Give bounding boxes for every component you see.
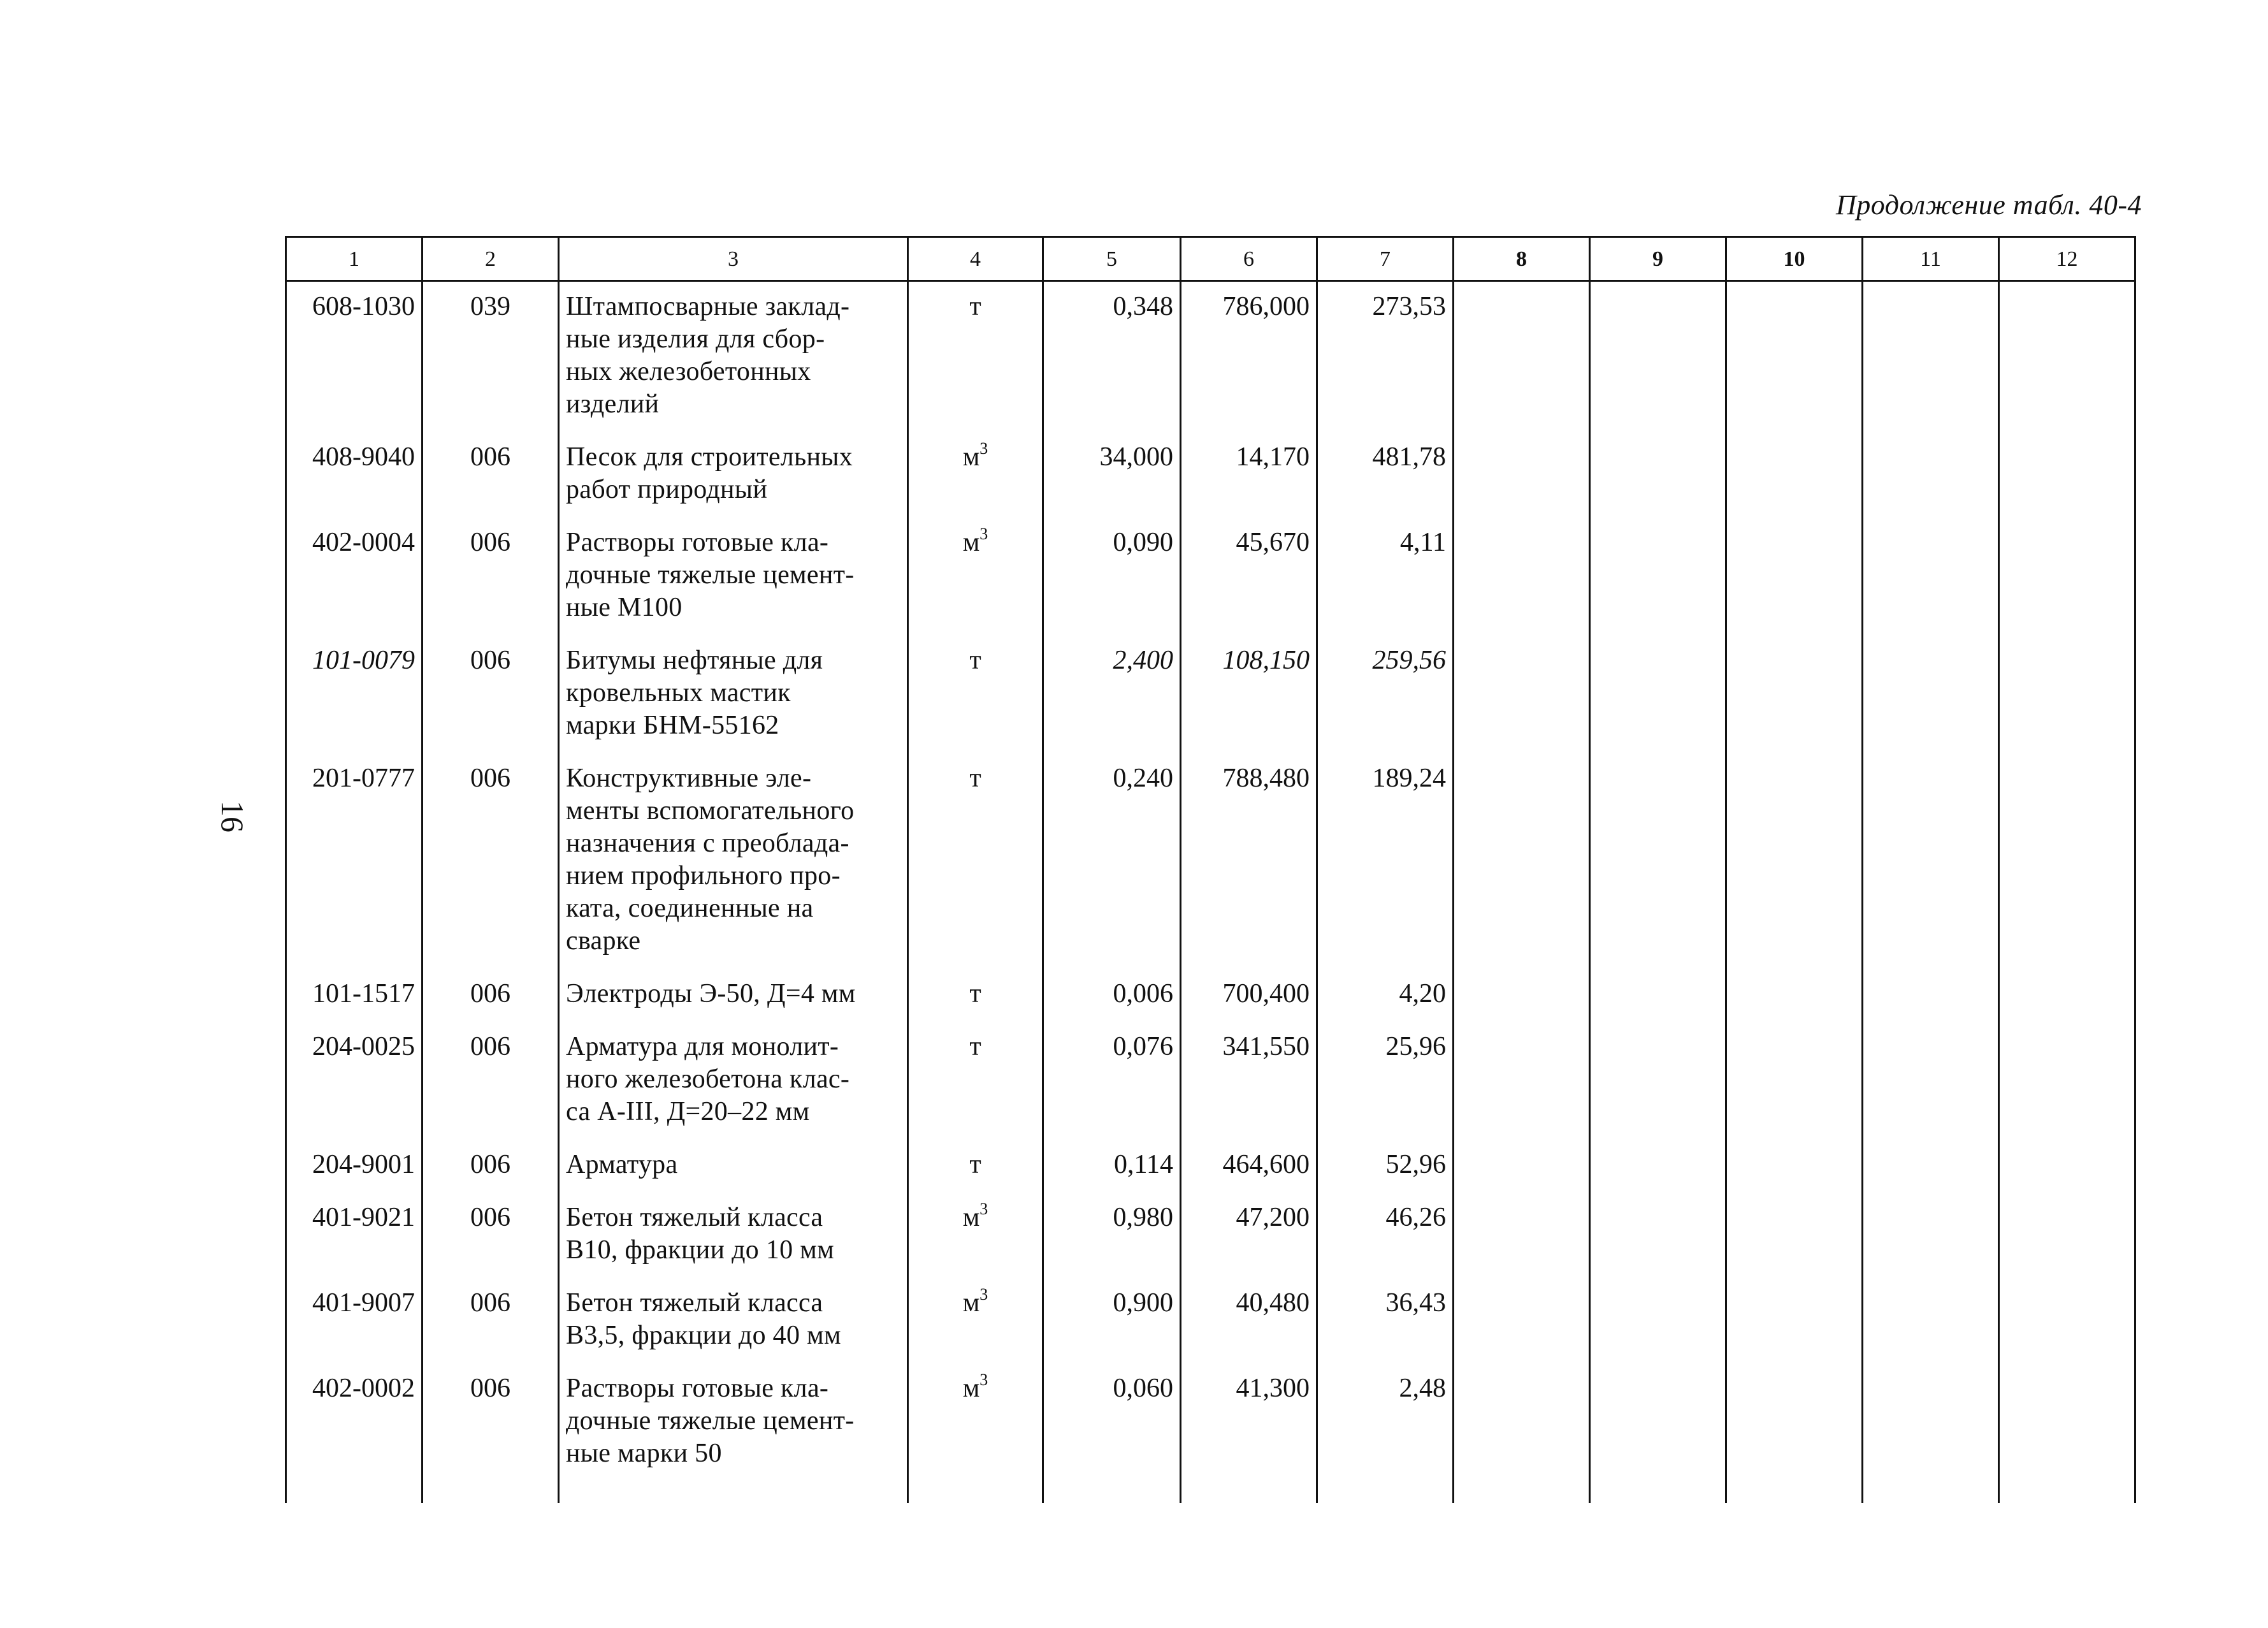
name-line: менты вспомогательного xyxy=(566,796,855,825)
empty-cell xyxy=(1726,432,1863,518)
header-cell: 10 xyxy=(1726,237,1863,281)
empty-cell xyxy=(1999,1140,2135,1193)
name-line: работ природный xyxy=(566,475,768,504)
empty-cell xyxy=(1726,1022,1863,1140)
qty-cell: 2,400 xyxy=(1043,636,1181,753)
empty-cell xyxy=(1863,969,1999,1022)
qty-cell: 0,076 xyxy=(1043,1022,1181,1140)
ref-cell: 006 xyxy=(423,432,559,518)
name-line: В10, фракции до 10 мм xyxy=(566,1235,835,1265)
unit-cell xyxy=(908,753,1043,969)
name-line: Электроды Э-50, Д=4 мм xyxy=(566,979,856,1008)
table-row xyxy=(286,1278,2135,1363)
name-cell xyxy=(559,1363,908,1481)
empty-cell xyxy=(1454,1481,1590,1503)
empty-cell xyxy=(1726,1481,1863,1503)
empty-cell xyxy=(1863,1140,1999,1193)
price-cell: 14,170 xyxy=(1181,432,1317,518)
price-cell: 40,480 xyxy=(1181,1278,1317,1363)
name-line: ката, соединенные на xyxy=(566,894,814,923)
empty-cell xyxy=(1043,1481,1181,1503)
price-cell: 47,200 xyxy=(1181,1193,1317,1278)
unit-text: м xyxy=(962,1288,980,1318)
name-line: са А-III, Д=20–22 мм xyxy=(566,1097,810,1126)
empty-cell xyxy=(1999,518,2135,636)
header-cell: 2 xyxy=(423,237,559,281)
empty-cell xyxy=(1454,636,1590,753)
empty-cell xyxy=(1590,1278,1726,1363)
unit-text: т xyxy=(969,979,981,1008)
empty-cell xyxy=(1590,753,1726,969)
name-cell xyxy=(559,281,908,433)
code-cell: 402-0004 xyxy=(286,518,423,636)
empty-cell xyxy=(1863,1363,1999,1481)
total-cell: 189,24 xyxy=(1317,753,1454,969)
name-cell xyxy=(559,1022,908,1140)
empty-cell xyxy=(1181,1481,1317,1503)
code-cell: 101-1517 xyxy=(286,969,423,1022)
empty-cell xyxy=(1999,1193,2135,1278)
total-cell: 4,11 xyxy=(1317,518,1454,636)
empty-cell xyxy=(1863,636,1999,753)
empty-cell xyxy=(1999,432,2135,518)
name-cell xyxy=(559,1193,908,1278)
empty-cell xyxy=(1726,1278,1863,1363)
empty-cell xyxy=(1454,1140,1590,1193)
header-cell: 1 xyxy=(286,237,423,281)
name-line: ных железобетонных xyxy=(566,357,811,386)
unit-text: т xyxy=(969,764,981,793)
empty-cell xyxy=(1454,432,1590,518)
empty-cell xyxy=(1863,1022,1999,1140)
price-cell: 341,550 xyxy=(1181,1022,1317,1140)
empty-cell xyxy=(1454,969,1590,1022)
empty-cell xyxy=(1999,753,2135,969)
name-line: дочные тяжелые цемент- xyxy=(566,1406,855,1435)
price-cell: 108,150 xyxy=(1181,636,1317,753)
total-cell: 4,20 xyxy=(1317,969,1454,1022)
unit-exponent: 3 xyxy=(979,439,988,458)
empty-cell xyxy=(1590,1140,1726,1193)
header-cell: 12 xyxy=(1999,237,2135,281)
total-cell: 273,53 xyxy=(1317,281,1454,433)
price-cell: 464,600 xyxy=(1181,1140,1317,1193)
table-row xyxy=(286,753,2135,969)
table-row xyxy=(286,1193,2135,1278)
empty-cell xyxy=(1863,432,1999,518)
name-line: Растворы готовые кла- xyxy=(566,1374,829,1403)
empty-cell xyxy=(1454,1278,1590,1363)
empty-cell xyxy=(1726,281,1863,433)
ref-cell: 006 xyxy=(423,636,559,753)
qty-cell: 0,980 xyxy=(1043,1193,1181,1278)
name-line: ные изделия для сбор- xyxy=(566,324,825,354)
ref-cell: 039 xyxy=(423,281,559,433)
empty-cell xyxy=(1590,636,1726,753)
price-cell: 700,400 xyxy=(1181,969,1317,1022)
name-line: Растворы готовые кла- xyxy=(566,528,829,557)
empty-cell xyxy=(1454,518,1590,636)
empty-cell xyxy=(1590,518,1726,636)
total-cell: 46,26 xyxy=(1317,1193,1454,1278)
qty-cell: 0,348 xyxy=(1043,281,1181,433)
empty-cell xyxy=(1590,1481,1726,1503)
empty-cell xyxy=(286,1481,423,1503)
name-line: сварке xyxy=(566,926,641,956)
empty-cell xyxy=(1999,636,2135,753)
name-line: изделий xyxy=(566,389,660,419)
empty-cell xyxy=(1999,1363,2135,1481)
unit-text: м xyxy=(962,528,980,557)
total-cell: 2,48 xyxy=(1317,1363,1454,1481)
empty-cell xyxy=(1863,1278,1999,1363)
unit-text: м xyxy=(962,442,980,472)
empty-cell xyxy=(908,1481,1043,1503)
name-cell xyxy=(559,753,908,969)
table-row xyxy=(286,281,2135,433)
qty-cell: 0,114 xyxy=(1043,1140,1181,1193)
qty-cell: 0,060 xyxy=(1043,1363,1181,1481)
price-cell: 41,300 xyxy=(1181,1363,1317,1481)
empty-cell xyxy=(1590,1022,1726,1140)
empty-cell xyxy=(1726,1363,1863,1481)
unit-text: т xyxy=(969,1150,981,1179)
empty-cell xyxy=(1317,1481,1454,1503)
name-line: Арматура для монолит- xyxy=(566,1032,839,1061)
unit-cell xyxy=(908,1278,1043,1363)
table-caption: Продолжение табл. 40-4 xyxy=(1836,189,2142,221)
unit-exponent: 3 xyxy=(979,525,988,543)
name-line: ные марки 50 xyxy=(566,1439,722,1468)
table-body xyxy=(286,281,2135,1504)
price-cell: 786,000 xyxy=(1181,281,1317,433)
ref-cell: 006 xyxy=(423,518,559,636)
name-line: марки БНМ-55162 xyxy=(566,711,779,740)
unit-cell xyxy=(908,969,1043,1022)
unit-cell xyxy=(908,432,1043,518)
empty-cell xyxy=(1726,636,1863,753)
code-cell: 204-0025 xyxy=(286,1022,423,1140)
name-line: В3,5, фракции до 40 мм xyxy=(566,1321,841,1350)
empty-cell xyxy=(1590,1193,1726,1278)
unit-cell xyxy=(908,1022,1043,1140)
qty-cell: 0,090 xyxy=(1043,518,1181,636)
empty-cell xyxy=(1454,281,1590,433)
unit-exponent: 3 xyxy=(979,1200,988,1218)
name-cell xyxy=(559,969,908,1022)
empty-cell xyxy=(1999,281,2135,433)
qty-cell: 0,240 xyxy=(1043,753,1181,969)
name-line: нием профильного про- xyxy=(566,861,841,890)
unit-exponent: 3 xyxy=(979,1285,988,1304)
empty-cell xyxy=(1863,281,1999,433)
name-line: Битумы нефтяные для xyxy=(566,646,823,675)
code-cell: 201-0777 xyxy=(286,753,423,969)
name-line: Штампосварные заклад- xyxy=(566,292,850,321)
name-cell xyxy=(559,432,908,518)
unit-text: т xyxy=(969,292,981,321)
table-row xyxy=(286,1140,2135,1193)
code-cell: 401-9021 xyxy=(286,1193,423,1278)
empty-cell xyxy=(1454,1022,1590,1140)
table-row xyxy=(286,1363,2135,1481)
header-cell: 9 xyxy=(1590,237,1726,281)
empty-cell xyxy=(1999,1022,2135,1140)
qty-cell: 0,900 xyxy=(1043,1278,1181,1363)
empty-cell xyxy=(1726,1140,1863,1193)
header-cell: 11 xyxy=(1863,237,1999,281)
empty-cell xyxy=(423,1481,559,1503)
empty-cell xyxy=(1454,1363,1590,1481)
empty-cell xyxy=(1999,969,2135,1022)
unit-cell xyxy=(908,518,1043,636)
unit-text: м xyxy=(962,1203,980,1232)
header-cell: 5 xyxy=(1043,237,1181,281)
unit-text: т xyxy=(969,646,981,675)
unit-text: т xyxy=(969,1032,981,1061)
total-cell: 259,56 xyxy=(1317,636,1454,753)
empty-cell xyxy=(1454,753,1590,969)
unit-cell xyxy=(908,281,1043,433)
unit-cell xyxy=(908,1363,1043,1481)
name-line: Бетон тяжелый класса xyxy=(566,1288,823,1318)
qty-cell: 0,006 xyxy=(1043,969,1181,1022)
qty-cell: 34,000 xyxy=(1043,432,1181,518)
empty-cell xyxy=(1590,432,1726,518)
empty-cell xyxy=(1863,1481,1999,1503)
code-cell: 608-1030 xyxy=(286,281,423,433)
header-cell: 7 xyxy=(1317,237,1454,281)
total-cell: 481,78 xyxy=(1317,432,1454,518)
name-line: дочные тяжелые цемент- xyxy=(566,560,855,590)
empty-cell xyxy=(1726,1193,1863,1278)
header-cell: 8 xyxy=(1454,237,1590,281)
empty-cell xyxy=(1863,1193,1999,1278)
ref-cell: 006 xyxy=(423,1140,559,1193)
header-row xyxy=(286,237,2135,281)
code-cell: 204-9001 xyxy=(286,1140,423,1193)
header-cell: 3 xyxy=(559,237,908,281)
ref-cell: 006 xyxy=(423,753,559,969)
name-line: назначения с преоблада- xyxy=(566,829,849,858)
ref-cell: 006 xyxy=(423,969,559,1022)
empty-cell xyxy=(559,1481,908,1503)
table-row xyxy=(286,969,2135,1022)
price-cell: 45,670 xyxy=(1181,518,1317,636)
ref-cell: 006 xyxy=(423,1022,559,1140)
name-line: ные М100 xyxy=(566,593,683,622)
ref-cell: 006 xyxy=(423,1363,559,1481)
name-line: Бетон тяжелый класса xyxy=(566,1203,823,1232)
name-line: ного железобетона клас- xyxy=(566,1065,850,1094)
table-continuation xyxy=(286,1481,2135,1503)
page-number: 16 xyxy=(215,801,250,832)
price-cell: 788,480 xyxy=(1181,753,1317,969)
table-row xyxy=(286,636,2135,753)
table-row xyxy=(286,518,2135,636)
table-row xyxy=(286,432,2135,518)
unit-cell xyxy=(908,636,1043,753)
code-cell: 408-9040 xyxy=(286,432,423,518)
empty-cell xyxy=(1999,1481,2135,1503)
code-cell: 101-0079 xyxy=(286,636,423,753)
name-cell xyxy=(559,518,908,636)
unit-cell xyxy=(908,1140,1043,1193)
empty-cell xyxy=(1863,518,1999,636)
code-cell: 401-9007 xyxy=(286,1278,423,1363)
empty-cell xyxy=(1863,753,1999,969)
empty-cell xyxy=(1590,1363,1726,1481)
resource-table xyxy=(285,236,2136,1503)
empty-cell xyxy=(1726,753,1863,969)
ref-cell: 006 xyxy=(423,1278,559,1363)
name-line: Арматура xyxy=(566,1150,678,1179)
name-cell xyxy=(559,1278,908,1363)
header-cell: 6 xyxy=(1181,237,1317,281)
empty-cell xyxy=(1726,518,1863,636)
empty-cell xyxy=(1999,1278,2135,1363)
empty-cell xyxy=(1590,969,1726,1022)
ref-cell: 006 xyxy=(423,1193,559,1278)
empty-cell xyxy=(1590,281,1726,433)
total-cell: 36,43 xyxy=(1317,1278,1454,1363)
name-cell xyxy=(559,636,908,753)
name-line: Песок для строительных xyxy=(566,442,853,472)
code-cell: 402-0002 xyxy=(286,1363,423,1481)
unit-text: м xyxy=(962,1374,980,1403)
unit-exponent: 3 xyxy=(979,1370,988,1389)
unit-cell xyxy=(908,1193,1043,1278)
name-cell xyxy=(559,1140,908,1193)
total-cell: 25,96 xyxy=(1317,1022,1454,1140)
total-cell: 52,96 xyxy=(1317,1140,1454,1193)
table-row xyxy=(286,1022,2135,1140)
header-cell: 4 xyxy=(908,237,1043,281)
name-line: кровельных мастик xyxy=(566,678,791,708)
empty-cell xyxy=(1454,1193,1590,1278)
empty-cell xyxy=(1726,969,1863,1022)
name-line: Конструктивные эле- xyxy=(566,764,812,793)
